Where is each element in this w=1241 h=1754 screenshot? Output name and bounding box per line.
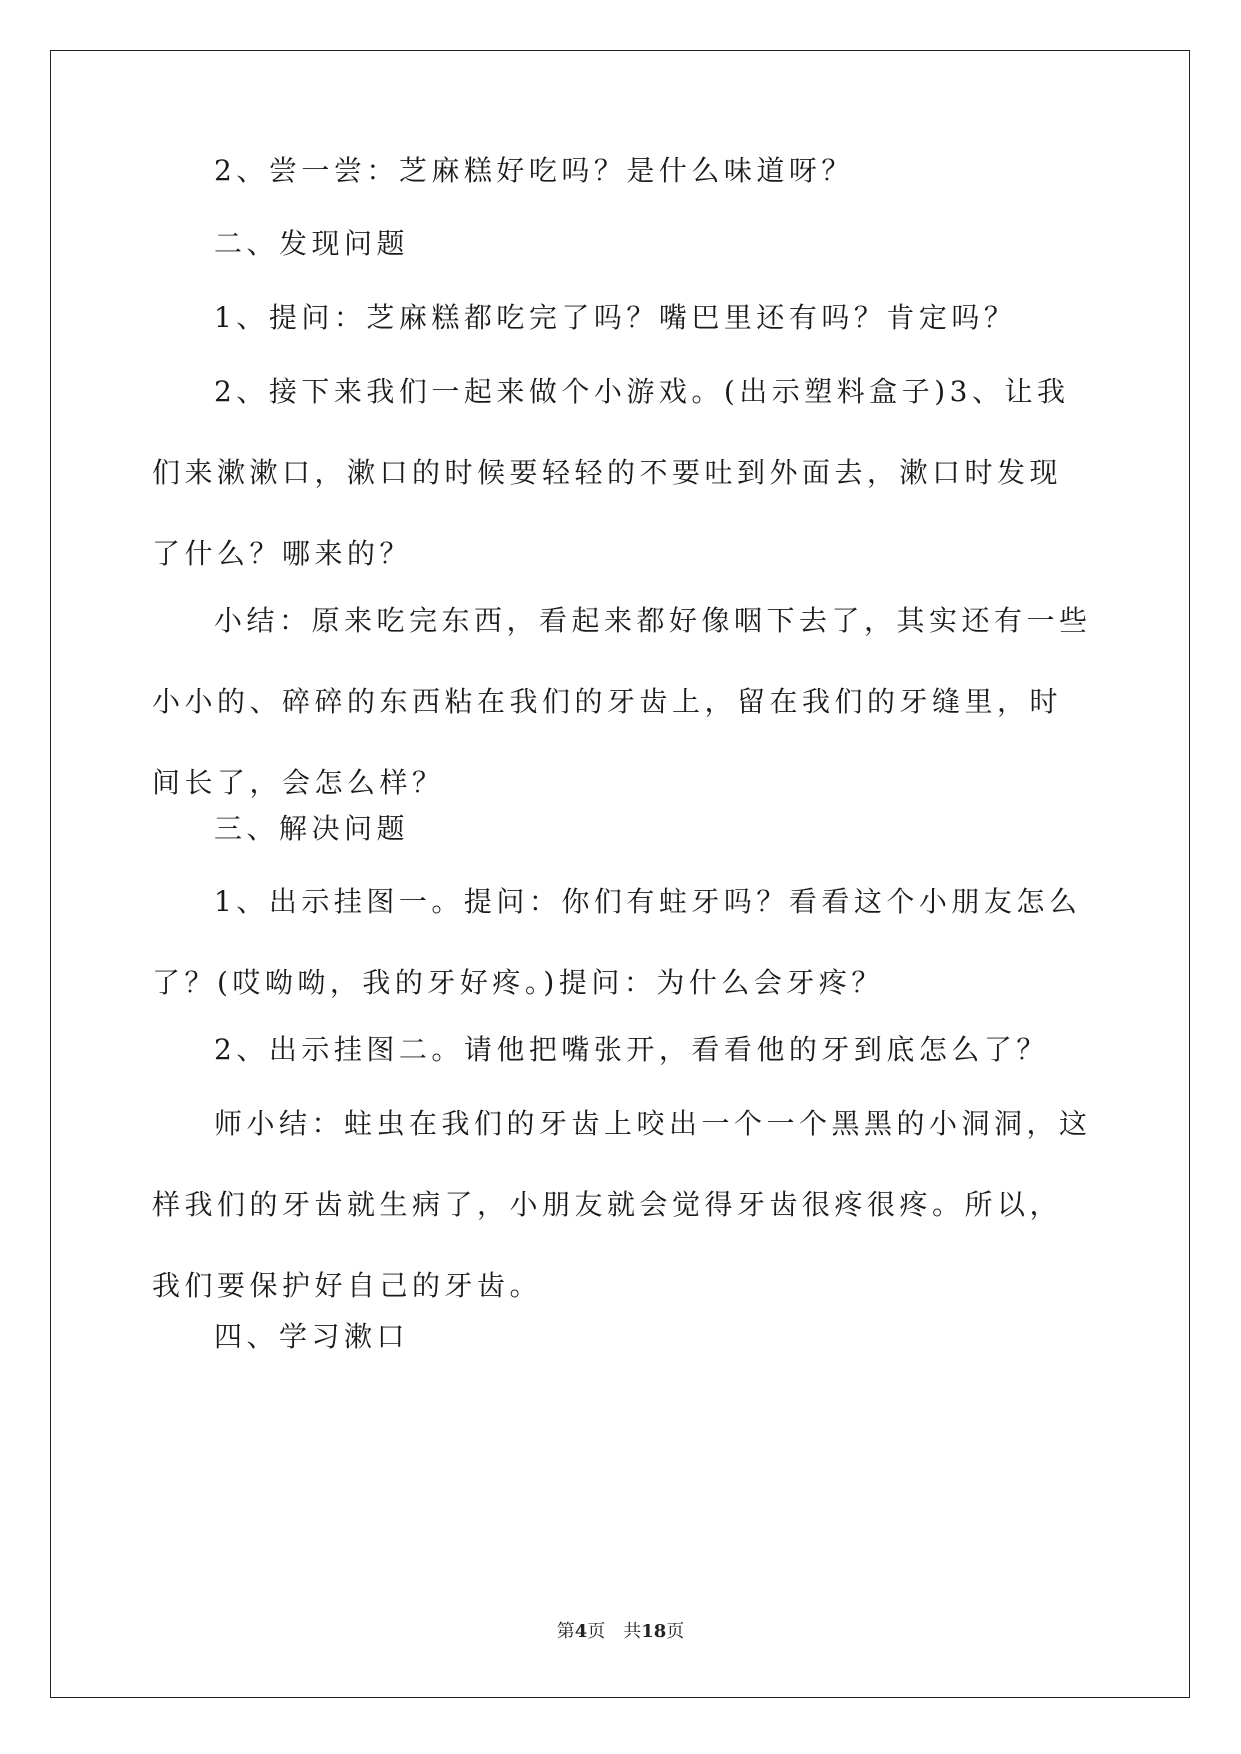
paragraph-game: 2、接下来我们一起来做个小游戏。(出示塑料盒子)3、让我们来漱漱口，漱口的时候要轻轻的不要吐到外面去，漱口时发现了什么？哪来的？ <box>152 375 1070 570</box>
paragraph-summary: 小结：原来吃完东西，看起来都好像咽下去了，其实还有一些小小的、碎碎的东西粘在我们的牙齿上，留在我们的牙缝里，时间长了，会怎么样？ <box>152 604 1092 799</box>
total-pages: 18 <box>641 1621 667 1642</box>
paragraph-question: 1、提问：芝麻糕都吃完了吗？嘴巴里还有吗？肯定吗？ <box>214 301 1017 334</box>
total-suffix: 页 <box>666 1621 685 1642</box>
page-number: 4 <box>574 1621 588 1642</box>
page-suffix: 页 <box>587 1621 606 1642</box>
heading-discover-problem: 二、发现问题 <box>214 227 410 260</box>
page-prefix: 第 <box>556 1621 575 1642</box>
page-footer <box>0 1617 1241 1643</box>
heading-solve-problem: 三、解决问题 <box>214 812 410 845</box>
total-prefix: 共 <box>623 1621 642 1642</box>
paragraph-chart-one: 1、出示挂图一。提问：你们有蛀牙吗？看看这个小朋友怎么了？(哎呦呦，我的牙好疼。)提问：为什么会牙疼？ <box>152 885 1082 999</box>
paragraph-teacher-summary: 师小结：蛀虫在我们的牙齿上咬出一个一个黑黑的小洞洞，这样我们的牙齿就生病了，小朋友就会觉得牙齿很疼很疼。所以，我们要保护好自己的牙齿。 <box>152 1107 1092 1302</box>
paragraph-chart-two: 2、出示挂图二。请他把嘴张开，看看他的牙到底怎么了？ <box>214 1033 1049 1066</box>
paragraph-taste: 2、尝一尝：芝麻糕好吃吗？是什么味道呀？ <box>214 154 854 187</box>
heading-learn-rinse: 四、学习漱口 <box>214 1320 410 1353</box>
